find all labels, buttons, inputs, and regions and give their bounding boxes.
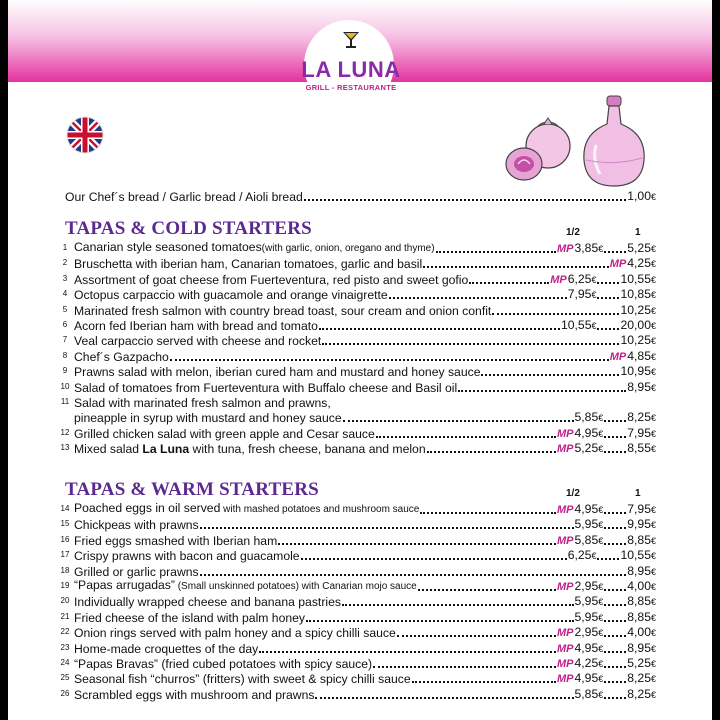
item-price: 3,85€	[574, 241, 604, 255]
item-price: 2,95€	[574, 579, 604, 593]
menu-item-row	[56, 286, 656, 302]
item-price: 10,85€	[620, 287, 656, 302]
restaurant-subtitle: GRILL - RESTAURANTE	[305, 83, 397, 92]
item-price: 5,95€	[574, 609, 604, 624]
item-name: Grilled or garlic prawns	[74, 564, 199, 579]
section-title-warm: TAPAS & WARM STARTERS	[65, 479, 319, 500]
item-price: 5,25€	[627, 241, 656, 255]
dot-leader	[458, 390, 626, 392]
currency-symbol: €	[598, 535, 604, 546]
currency-symbol: €	[598, 597, 604, 608]
item-number: 7	[62, 335, 68, 345]
item-name: Chef´s Gazpacho	[74, 349, 169, 364]
dot-leader	[604, 589, 626, 591]
currency-symbol: €	[598, 659, 604, 669]
dot-leader	[200, 574, 627, 576]
menu-item-row	[56, 547, 656, 563]
item-name: Onion rings served with palm honey and a spicy chilli sauce	[74, 626, 396, 641]
currency-symbol: €	[598, 582, 604, 592]
market-price-badge: MP	[557, 243, 574, 255]
item-price: 6,25€	[567, 548, 597, 563]
item-price: 8,85€	[627, 594, 656, 609]
dot-leader	[200, 527, 574, 529]
intro-price: 1,00€	[627, 189, 656, 203]
dot-leader	[376, 436, 556, 438]
menu-item-row	[56, 593, 656, 609]
restaurant-name: LA LUNA	[301, 57, 401, 82]
menu-item-row	[56, 578, 656, 594]
dot-leader	[301, 558, 567, 560]
currency-symbol: €	[650, 444, 656, 455]
dot-leader	[412, 681, 556, 683]
item-name: Mixed salad La Luna with tuna, fresh cheese, banana and melon	[74, 442, 426, 457]
dot-leader	[469, 282, 549, 284]
item-price: 10,25€	[620, 333, 656, 348]
item-price: 4,85€	[627, 348, 656, 363]
menu-item-row	[56, 670, 656, 686]
currency-symbol: €	[591, 321, 597, 331]
currency-symbol: €	[650, 274, 656, 285]
currency-symbol: €	[598, 444, 604, 455]
menu-item-row	[56, 332, 656, 348]
item-price: 6,25€	[567, 271, 597, 286]
item-number: 14	[60, 504, 70, 513]
item-name: Salad with marinated fresh salmon and prawns,	[74, 396, 331, 410]
item-price: 4,95€	[574, 502, 604, 516]
currency-symbol: €	[650, 551, 656, 562]
item-price: 7,95€	[627, 425, 656, 440]
currency-symbol: €	[650, 628, 656, 639]
item-number: 23	[60, 642, 70, 652]
dot-leader	[306, 620, 573, 622]
currency-symbol: €	[650, 689, 656, 700]
currency-symbol: €	[650, 290, 656, 301]
item-note: (Small unskinned potatoes) with Canarian mojo sauce	[174, 581, 417, 592]
item-name: Octopus carpaccio with guacamole and orange vinaigrette	[74, 288, 388, 303]
dot-leader	[342, 604, 574, 606]
item-number: 18	[60, 565, 70, 575]
item-price: 8,85€	[627, 609, 656, 624]
dot-leader	[278, 543, 556, 545]
item-name: Poached eggs in oil served with mashed potatoes and mushroom sauce	[74, 501, 420, 515]
menu-item-row	[56, 425, 656, 441]
item-price: 5,85€	[574, 686, 604, 701]
dot-leader	[604, 451, 626, 453]
currency-symbol: €	[598, 689, 604, 700]
currency-symbol: €	[598, 428, 604, 439]
currency-symbol: €	[598, 674, 604, 685]
dot-leader	[418, 589, 556, 591]
market-price-badge: MP	[557, 504, 574, 516]
item-number: 1	[62, 243, 68, 252]
item-price: 4,00€	[627, 579, 656, 593]
dot-leader	[604, 666, 626, 668]
item-price: 8,85€	[627, 532, 656, 547]
item-price: 7,95€	[627, 502, 656, 516]
market-price-badge: MP	[609, 258, 627, 271]
item-price: 8,95€	[627, 640, 656, 655]
tomato-and-oil-bottle-illustration	[500, 90, 650, 190]
item-number: 22	[60, 627, 70, 637]
item-price: 8,25€	[627, 686, 656, 701]
item-name: “Papas arrugadas” (Small unskinned potatoes) with Canarian mojo sauce	[74, 578, 417, 592]
currency-symbol: €	[650, 413, 656, 424]
dot-leader	[427, 451, 556, 453]
item-name: Chickpeas with prawns	[74, 518, 199, 533]
item-price: 5,25€	[627, 656, 656, 670]
dot-leader	[315, 697, 573, 699]
currency-symbol: €	[591, 274, 597, 285]
dot-leader	[604, 651, 626, 653]
market-price-badge: MP	[557, 581, 574, 593]
section-title-cold: TAPAS & COLD STARTERS	[65, 218, 312, 239]
dot-leader	[604, 620, 626, 622]
dot-leader	[389, 297, 567, 299]
dot-leader	[304, 199, 626, 201]
uk-flag-icon	[66, 116, 104, 154]
item-price: 10,55€	[560, 318, 597, 332]
item-price: 5,85€	[574, 532, 604, 547]
currency-symbol: €	[598, 520, 604, 531]
market-price-badge: MP	[557, 673, 574, 686]
item-number: 26	[60, 688, 70, 698]
currency-symbol: €	[650, 428, 656, 439]
dot-leader	[319, 328, 560, 330]
market-price-badge: MP	[557, 642, 574, 655]
currency-symbol: €	[650, 582, 656, 592]
item-price: 5,85€	[574, 410, 604, 425]
currency-symbol: €	[650, 659, 656, 669]
dot-leader	[604, 251, 626, 253]
menu-item-row	[56, 394, 656, 410]
item-number: 16	[60, 534, 70, 544]
currency-symbol: €	[650, 505, 656, 515]
item-number: 12	[60, 427, 70, 437]
item-number: 24	[60, 658, 70, 667]
currency-symbol: €	[650, 321, 656, 331]
menu-item-row	[56, 348, 656, 364]
currency-symbol: €	[650, 259, 656, 270]
column-header-full: 1	[635, 488, 641, 499]
currency-symbol: €	[650, 192, 656, 202]
menu-item-row	[56, 271, 656, 287]
item-number: 13	[60, 443, 70, 453]
dot-leader	[597, 558, 619, 560]
item-number: 3	[62, 273, 68, 283]
item-number: 8	[62, 350, 68, 360]
item-name: Acorn fed Iberian ham with bread and tomato	[74, 319, 318, 333]
item-name: Seasonal fish “churros” (fritters) with sweet & spicy chilli sauce	[74, 672, 411, 687]
intro-row	[65, 188, 656, 204]
item-price: 7,95€	[567, 287, 597, 302]
dot-leader	[436, 251, 556, 253]
currency-symbol: €	[650, 535, 656, 546]
market-price-badge: MP	[557, 658, 574, 670]
menu-item-row	[56, 655, 656, 671]
item-price: 10,55€	[620, 271, 656, 286]
market-price-badge: MP	[609, 350, 627, 363]
menu-item-row	[56, 640, 656, 656]
item-price: 2,95€	[574, 625, 604, 640]
currency-symbol: €	[650, 612, 656, 623]
dot-leader	[604, 527, 626, 529]
dot-leader	[481, 374, 619, 376]
item-number: 20	[60, 596, 70, 606]
currency-symbol: €	[598, 643, 604, 654]
item-name: Salad of tomatoes from Fuerteventura with Buffalo cheese and Basil oil	[74, 380, 458, 395]
menu-item-row	[56, 624, 656, 640]
item-price: 4,95€	[574, 425, 604, 440]
currency-symbol: €	[650, 520, 656, 531]
currency-symbol: €	[650, 244, 656, 254]
menu-item-row	[56, 516, 656, 532]
intro-text: Our Chef´s bread / Garlic bread / Aioli bread	[65, 190, 303, 204]
menu-item-row	[56, 563, 656, 579]
currency-symbol: €	[598, 244, 604, 254]
dot-leader	[492, 313, 619, 315]
item-number: 17	[60, 550, 70, 560]
item-name: Individually wrapped cheese and banana pastries	[74, 595, 341, 610]
item-number: 11	[60, 397, 70, 406]
item-price: 20,00€	[620, 318, 656, 332]
item-number: 4	[62, 289, 68, 299]
menu-page	[8, 0, 712, 720]
menu-item-row	[56, 379, 656, 395]
dot-leader	[420, 512, 556, 514]
dot-leader	[597, 328, 619, 330]
dot-leader	[604, 436, 626, 438]
item-price: 10,55€	[620, 548, 656, 563]
currency-symbol: €	[591, 290, 597, 301]
cocktail-glass-icon	[340, 30, 362, 50]
currency-symbol: €	[650, 674, 656, 685]
item-price: 5,95€	[574, 594, 604, 609]
menu-item-row	[56, 409, 656, 425]
currency-symbol: €	[650, 597, 656, 608]
column-header-half: 1/2	[566, 227, 580, 238]
currency-symbol: €	[650, 351, 656, 362]
dot-leader	[604, 512, 626, 514]
item-name: Bruschetta with iberian ham, Canarian tomatoes, garlic and basil	[74, 257, 423, 272]
item-price: 10,25€	[620, 302, 656, 317]
menu-item-row	[56, 240, 656, 256]
item-name: Fried cheese of the island with palm honey	[74, 610, 306, 625]
market-price-badge: MP	[557, 427, 574, 440]
restaurant-logo	[286, 30, 416, 92]
item-number: 25	[60, 673, 70, 683]
item-name-bold: La Luna	[142, 442, 190, 457]
item-price: 8,25€	[627, 671, 656, 686]
dot-leader	[373, 666, 556, 668]
item-name: Home-made croquettes of the day	[74, 641, 259, 656]
dot-leader	[170, 359, 609, 361]
item-name: Prawns salad with melon, iberian cured ham and mustard and honey sauce	[74, 365, 481, 380]
menu-item-row	[56, 532, 656, 548]
menu-item-row	[56, 440, 656, 456]
item-note: (with garlic, onion, oregano and thyme)	[261, 243, 435, 254]
currency-symbol: €	[591, 551, 597, 562]
item-number: 5	[62, 304, 68, 314]
item-price: 4,95€	[574, 671, 604, 686]
item-name: Veal carpaccio served with cheese and rocket	[74, 334, 322, 349]
dot-leader	[343, 420, 574, 422]
item-price: 8,95€	[627, 563, 656, 578]
item-price: 5,25€	[574, 441, 604, 456]
dot-leader	[322, 343, 619, 345]
dot-leader	[597, 282, 619, 284]
dot-leader	[604, 681, 626, 683]
item-price: 4,25€	[574, 656, 604, 670]
dot-leader	[604, 543, 626, 545]
menu-item-row	[56, 317, 656, 333]
item-number: 10	[60, 381, 70, 391]
item-number: 2	[62, 258, 68, 268]
currency-symbol: €	[650, 382, 656, 393]
item-note: with mashed potatoes and mushroom sauce	[220, 504, 420, 515]
item-number: 21	[60, 611, 70, 621]
currency-symbol: €	[598, 413, 604, 424]
item-name: Fried eggs smashed with Iberian ham	[74, 533, 278, 548]
menu-item-row	[56, 501, 656, 517]
item-number: 15	[60, 519, 70, 529]
item-price: 5,95€	[574, 517, 604, 532]
item-price: 10,95€	[620, 364, 656, 379]
currency-symbol: €	[650, 566, 656, 577]
item-name: pineapple in syrup with mustard and honey sauce	[74, 411, 342, 426]
menu-item-row	[56, 302, 656, 318]
dot-leader	[604, 604, 626, 606]
item-name: “Papas Bravas” (fried cubed potatoes with spicy sauce)	[74, 657, 373, 671]
currency-symbol: €	[598, 628, 604, 639]
item-name: Canarian style seasoned tomatoes(with garlic, onion, oregano and thyme)	[74, 240, 435, 254]
market-price-badge: MP	[557, 443, 574, 456]
item-price: 4,00€	[627, 625, 656, 640]
item-price: 4,95€	[574, 640, 604, 655]
item-price: 9,95€	[627, 517, 656, 532]
currency-symbol: €	[598, 612, 604, 623]
currency-symbol: €	[650, 367, 656, 378]
menu-item-row	[56, 363, 656, 379]
item-name: Assortment of goat cheese from Fuerteventura, red pisto and sweet gofio	[74, 272, 469, 287]
dot-leader	[604, 635, 626, 637]
dot-leader	[604, 420, 626, 422]
item-name: Grilled chicken salad with green apple and Cesar sauce	[74, 426, 375, 441]
currency-symbol: €	[650, 336, 656, 347]
item-name: Scrambled eggs with mushroom and prawns	[74, 687, 315, 702]
column-header-full: 1	[635, 227, 641, 238]
item-name: Marinated fresh salmon with country bread toast, sour cream and onion confit	[74, 303, 492, 318]
dot-leader	[259, 651, 556, 653]
market-price-badge: MP	[557, 627, 574, 640]
column-header-half: 1/2	[566, 488, 580, 499]
item-price: 8,95€	[627, 379, 656, 394]
market-price-badge: MP	[550, 273, 567, 286]
currency-symbol: €	[650, 305, 656, 316]
currency-symbol: €	[598, 505, 604, 515]
item-number: 19	[60, 581, 70, 590]
dot-leader	[604, 697, 626, 699]
item-price: 4,25€	[627, 256, 656, 271]
menu-item-row	[56, 609, 656, 625]
dot-leader	[423, 266, 609, 268]
menu-item-row	[56, 255, 656, 271]
currency-symbol: €	[650, 643, 656, 654]
item-price: 8,55€	[627, 441, 656, 456]
dot-leader	[597, 297, 619, 299]
item-number: 6	[62, 320, 68, 329]
market-price-badge: MP	[557, 534, 574, 547]
item-number: 9	[62, 366, 68, 376]
menu-item-row	[56, 686, 656, 702]
item-name: Crispy prawns with bacon and guacamole	[74, 549, 300, 564]
dot-leader	[397, 635, 556, 637]
item-price: 8,25€	[627, 410, 656, 425]
